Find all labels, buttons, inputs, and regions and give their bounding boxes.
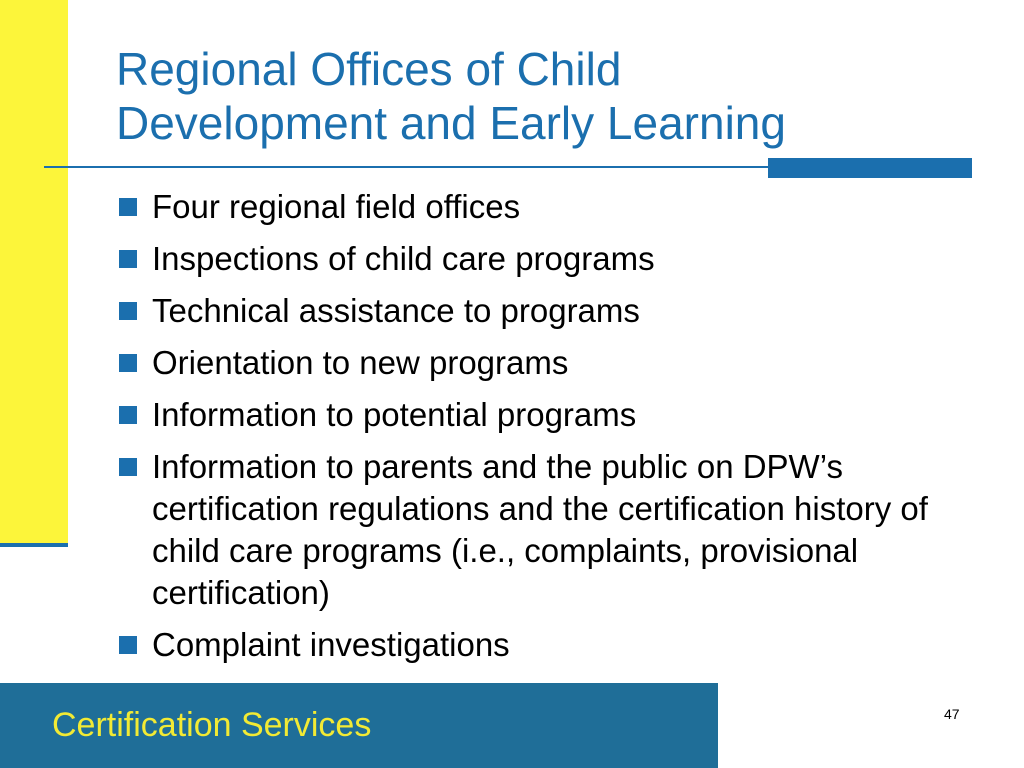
title-divider-thick: [768, 158, 972, 178]
footer-bar: [0, 683, 718, 768]
bullet-list: [116, 186, 976, 676]
title-divider-thin: [44, 166, 770, 168]
list-item: [116, 446, 976, 614]
bullet-text: Technical assistance to programs: [152, 292, 640, 329]
slide-title-line-2: Development and Early Learning: [116, 97, 786, 149]
bullet-text: Inspections of child care programs: [152, 240, 655, 277]
list-item: [116, 186, 976, 228]
square-bullet-icon: [119, 354, 137, 372]
list-item: [116, 238, 976, 280]
square-bullet-icon: [119, 406, 137, 424]
list-item: [116, 342, 976, 384]
square-bullet-icon: [119, 458, 137, 476]
square-bullet-icon: [119, 198, 137, 216]
slide-title: [116, 42, 976, 150]
slide-title-line-1: Regional Offices of Child: [116, 43, 622, 95]
bullet-text: Information to parents and the public on DPW’s certification regulations and the certification history of child care programs (i.e., complaints, provisional certification): [152, 448, 928, 611]
left-accent-underline: [0, 543, 68, 547]
bullet-text: Information to potential programs: [152, 396, 637, 433]
bullet-text: Complaint investigations: [152, 626, 510, 663]
footer-label: Certification Services: [52, 706, 372, 744]
left-accent-bar: [0, 0, 68, 545]
bullet-text: Orientation to new programs: [152, 344, 569, 381]
list-item: [116, 290, 976, 332]
list-item: [116, 394, 976, 436]
list-item: [116, 624, 976, 666]
square-bullet-icon: [119, 636, 137, 654]
square-bullet-icon: [119, 250, 137, 268]
square-bullet-icon: [119, 302, 137, 320]
bullet-text: Four regional field offices: [152, 188, 521, 225]
page-number: 47: [944, 706, 960, 722]
